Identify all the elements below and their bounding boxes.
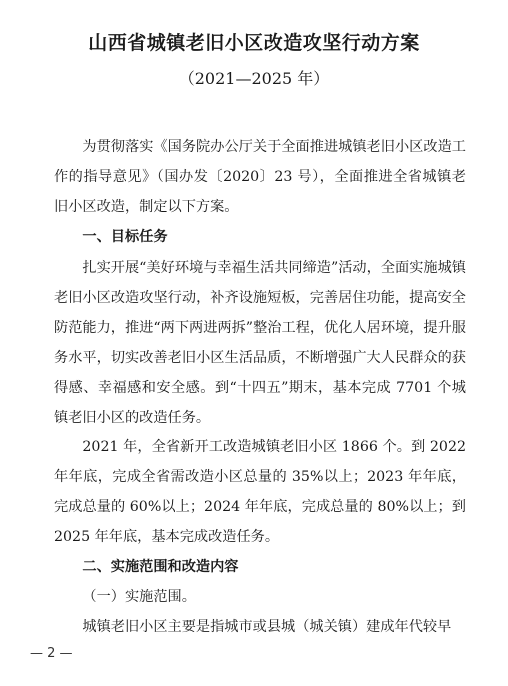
section-1-paragraph-1: 扎实开展“美好环境与幸福生活共同缔造”活动，全面实施城镇老旧小区改造攻坚行动，补齐设施短板，完善居住功能，提高安全防范能力，推进“两下两进两拆”整治工程，优化人居环境，提升服务水平，切实改善老旧小区生活品质，不断增强广大人民群众的获得感、幸福感和安全感。到“十四五”期末，基本完成 7701 个城镇老旧小区的改造任务。 xyxy=(54,260,466,426)
section-1-heading: 一、目标任务 xyxy=(82,229,168,245)
intro-paragraph: 为贯彻落实《国务院办公厅关于全面推进城镇老旧小区改造工作的指导意见》（国办发〔2020〕23 号），全面推进全省城镇老旧小区改造，制定以下方案。 xyxy=(54,139,466,215)
section-1-paragraph-2: 2021 年，全省新开工改造城镇老旧小区 1866 个。到 2022 年年底，完成全省需改造小区总量的 35%以上；2023 年年底，完成总量的 60%以上；2024 年年底，完成总量的 80%以上；到 2025 年年底，基本完成改造任务。 xyxy=(54,439,466,545)
document-subtitle: （2021—2025 年） xyxy=(178,69,330,88)
section-2-heading: 二、实施范围和改造内容 xyxy=(82,559,239,575)
section-2-subheading-1: （一）实施范围。 xyxy=(82,589,196,605)
document-title: 山西省城镇老旧小区改造攻坚行动方案 xyxy=(88,32,420,54)
section-2-paragraph-1: 城镇老旧小区主要是指城市或县城（城关镇）建成年代较早 xyxy=(82,619,452,635)
page-number: — 2 — xyxy=(30,646,73,661)
